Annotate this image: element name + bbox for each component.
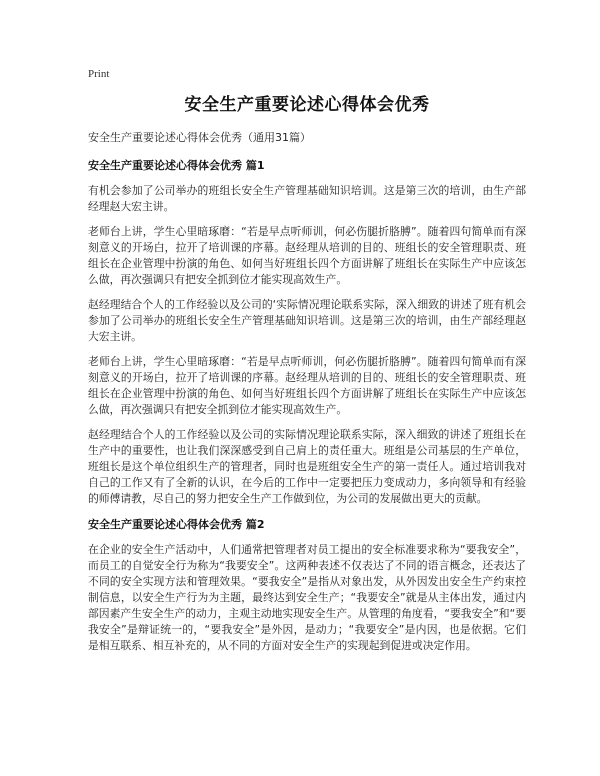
paragraph: 老师台上讲，学生心里暗琢磨：“若是早点听师训，何必伤腿折胳膊”。随着四句简单而有深刻意义的开场白，拉开了培训课的序幕。赵经理从培训的目的、班组长的安全管理职责、班组长在企业管理中扮演的角色、如何当好班组长四个方面讲解了班组长在实际生产中应该怎么做，再次强调只有把安全抓到位才能实现高效生产。 — [88, 355, 526, 416]
document-page — [88, 68, 526, 663]
paragraph: 赵经理结合个人的工作经验以及公司的‘实际情况理论联系实际，深入细致的讲述了班有机会参加了公司举办的班组长安全生产管理基础知识培训。这是第三次的培训，由生产部经理赵大宏主讲。 — [88, 298, 526, 343]
paragraph: 赵经理结合个人的工作经验以及公司的实际情况理论联系实际，深入细致的讲述了班组长在生产中的重要性，也让我们深深感受到自己肩上的责任重大。班组是公司基层的生产单位，班组长是这个单位组织生产的管理者，同时也是班组安全生产的第一责任人。通过培训我对自己的工作又有了全新的认识，在今后的工作中一定要把压力变成动力，多向领导和有经验的师傅请教，尽自己的努力把安全生产工作做到位，为公司的发展做出更大的贡献。 — [88, 428, 526, 505]
paragraph: 老师台上讲，学生心里暗琢磨：“若是早点听师训，何必伤腿折胳膊”。随着四句简单而有深刻意义的开场白，拉开了培训课的序幕。赵经理从培训的目的、班组长的安全管理职责、班组长在企业管理中扮演的角色、如何当好班组长四个方面讲解了班组长在实际生产中应该怎么做，再次强调只有把安全抓到位才能实现高效生产。 — [88, 225, 526, 286]
document-title: 安全生产重要论述心得体会优秀 — [184, 95, 430, 115]
print-label: Print — [88, 68, 110, 80]
section-1-heading: 安全生产重要论述心得体会优秀 篇1 — [88, 159, 265, 172]
paragraph: 有机会参加了公司举办的班组长安全生产管理基础知识培训。这是第三次的培训，由生产部经理赵大宏主讲。 — [88, 184, 526, 213]
paragraph: 在企业的安全生产活动中，人们通常把管理者对员工提出的安全标准要求称为“要我安全”，而员工的自觉安全行为称为“我要安全”。这两种表述不仅表达了不同的语言概念，还表达了不同的安全实现方法和管理效果。“要我安全”是指从对象出发，从外因发出安全生产约束控制信息，以安全生产行为为主题，最终达到安全生产；“我要安全”就是从主体出发，通过内部因素产生安全生产的动力，主观主动地实现安全生产。从管理的角度看，“要我安全”和“要我安全”是辩证统一的，“要我安全”是外因，是动力；“我要安全”是内因，也是依据。它们是相互联系、相互补充的，从不同的方面对安全生产的实现起到促进或决定作用。 — [88, 543, 526, 652]
section-2-heading: 安全生产重要论述心得体会优秀 篇2 — [88, 518, 265, 531]
document-subtitle: 安全生产重要论述心得体会优秀（通用31篇） — [88, 131, 311, 144]
